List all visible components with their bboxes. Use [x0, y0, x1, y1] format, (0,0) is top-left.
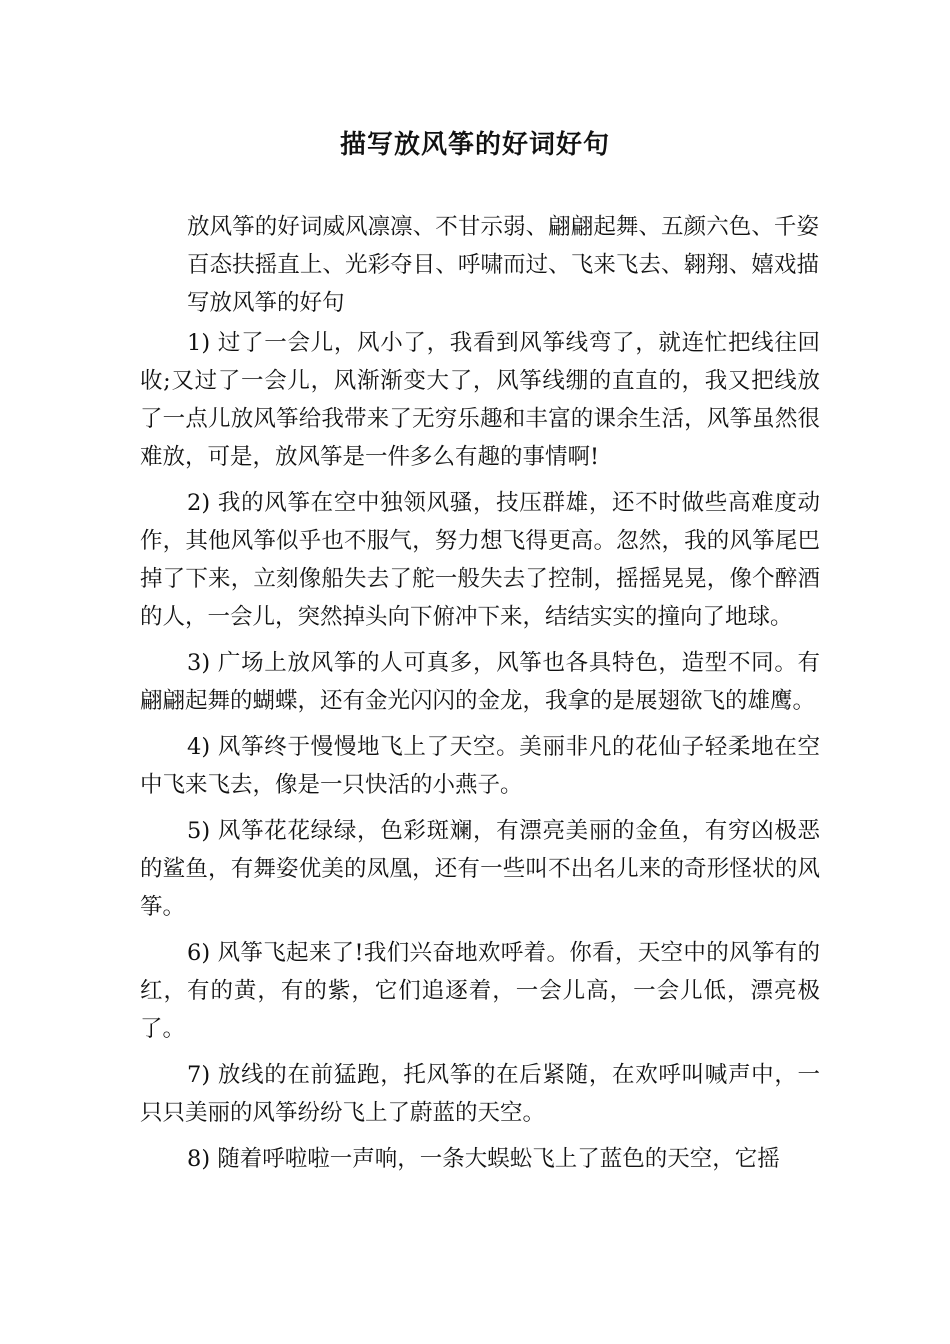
- intro-paragraph: 放风筝的好词威风凛凛、不甘示弱、翩翩起舞、五颜六色、千姿百态扶摇直上、光彩夺目、呼啸而过、飞来飞去、翱翔、嬉戏描写放风筝的好句: [187, 214, 819, 316]
- list-item: 3) 广场上放风筝的人可真多，风筝也各具特色，造型不同。有翩翩起舞的蝴蝶，还有金光闪闪的金龙，我拿的是展翅欲飞的雄鹰。: [140, 650, 820, 714]
- list-item: 1) 过了一会儿，风小了，我看到风筝线弯了，就连忙把线往回收;又过了一会儿，风渐渐变大了，风筝线绷的直直的，我又把线放了一点儿放风筝给我带来了无穷乐趣和丰富的课余生活，风筝虽然很难放，可是，放风筝是一件多么有趣的事情啊!: [140, 330, 820, 470]
- list-item: 4) 风筝终于慢慢地飞上了天空。美丽非凡的花仙子轻柔地在空中飞来飞去，像是一只快活的小燕子。: [140, 734, 820, 798]
- sentence-list: [140, 324, 820, 1186]
- list-item: 5) 风筝花花绿绿，色彩斑斓，有漂亮美丽的金鱼，有穷凶极恶的鲨鱼，有舞姿优美的凤凰，还有一些叫不出名儿来的奇形怪状的风筝。: [140, 818, 820, 920]
- page-title: 描写放风筝的好词好句: [339, 130, 610, 160]
- list-item: 2) 我的风筝在空中独领风骚，技压群雄，还不时做些高难度动作，其他风筝似乎也不服气，努力想飞得更高。忽然，我的风筝尾巴掉了下来，立刻像船失去了舵一般失去了控制，摇摇晃晃，像个醉酒的人，一会儿，突然掉头向下俯冲下来，结结实实的撞向了地球。: [140, 490, 820, 630]
- list-item: 6) 风筝飞起来了!我们兴奋地欢呼着。你看，天空中的风筝有的红，有的黄，有的紫，它们追逐着，一会儿高，一会儿低，漂亮极了。: [140, 940, 820, 1042]
- list-item: 7) 放线的在前猛跑，托风筝的在后紧随，在欢呼叫喊声中，一只只美丽的风筝纷纷飞上了蔚蓝的天空。: [140, 1062, 820, 1126]
- list-item: 8) 随着呼啦啦一声响，一条大蜈蚣飞上了蓝色的天空，它摇: [187, 1146, 780, 1172]
